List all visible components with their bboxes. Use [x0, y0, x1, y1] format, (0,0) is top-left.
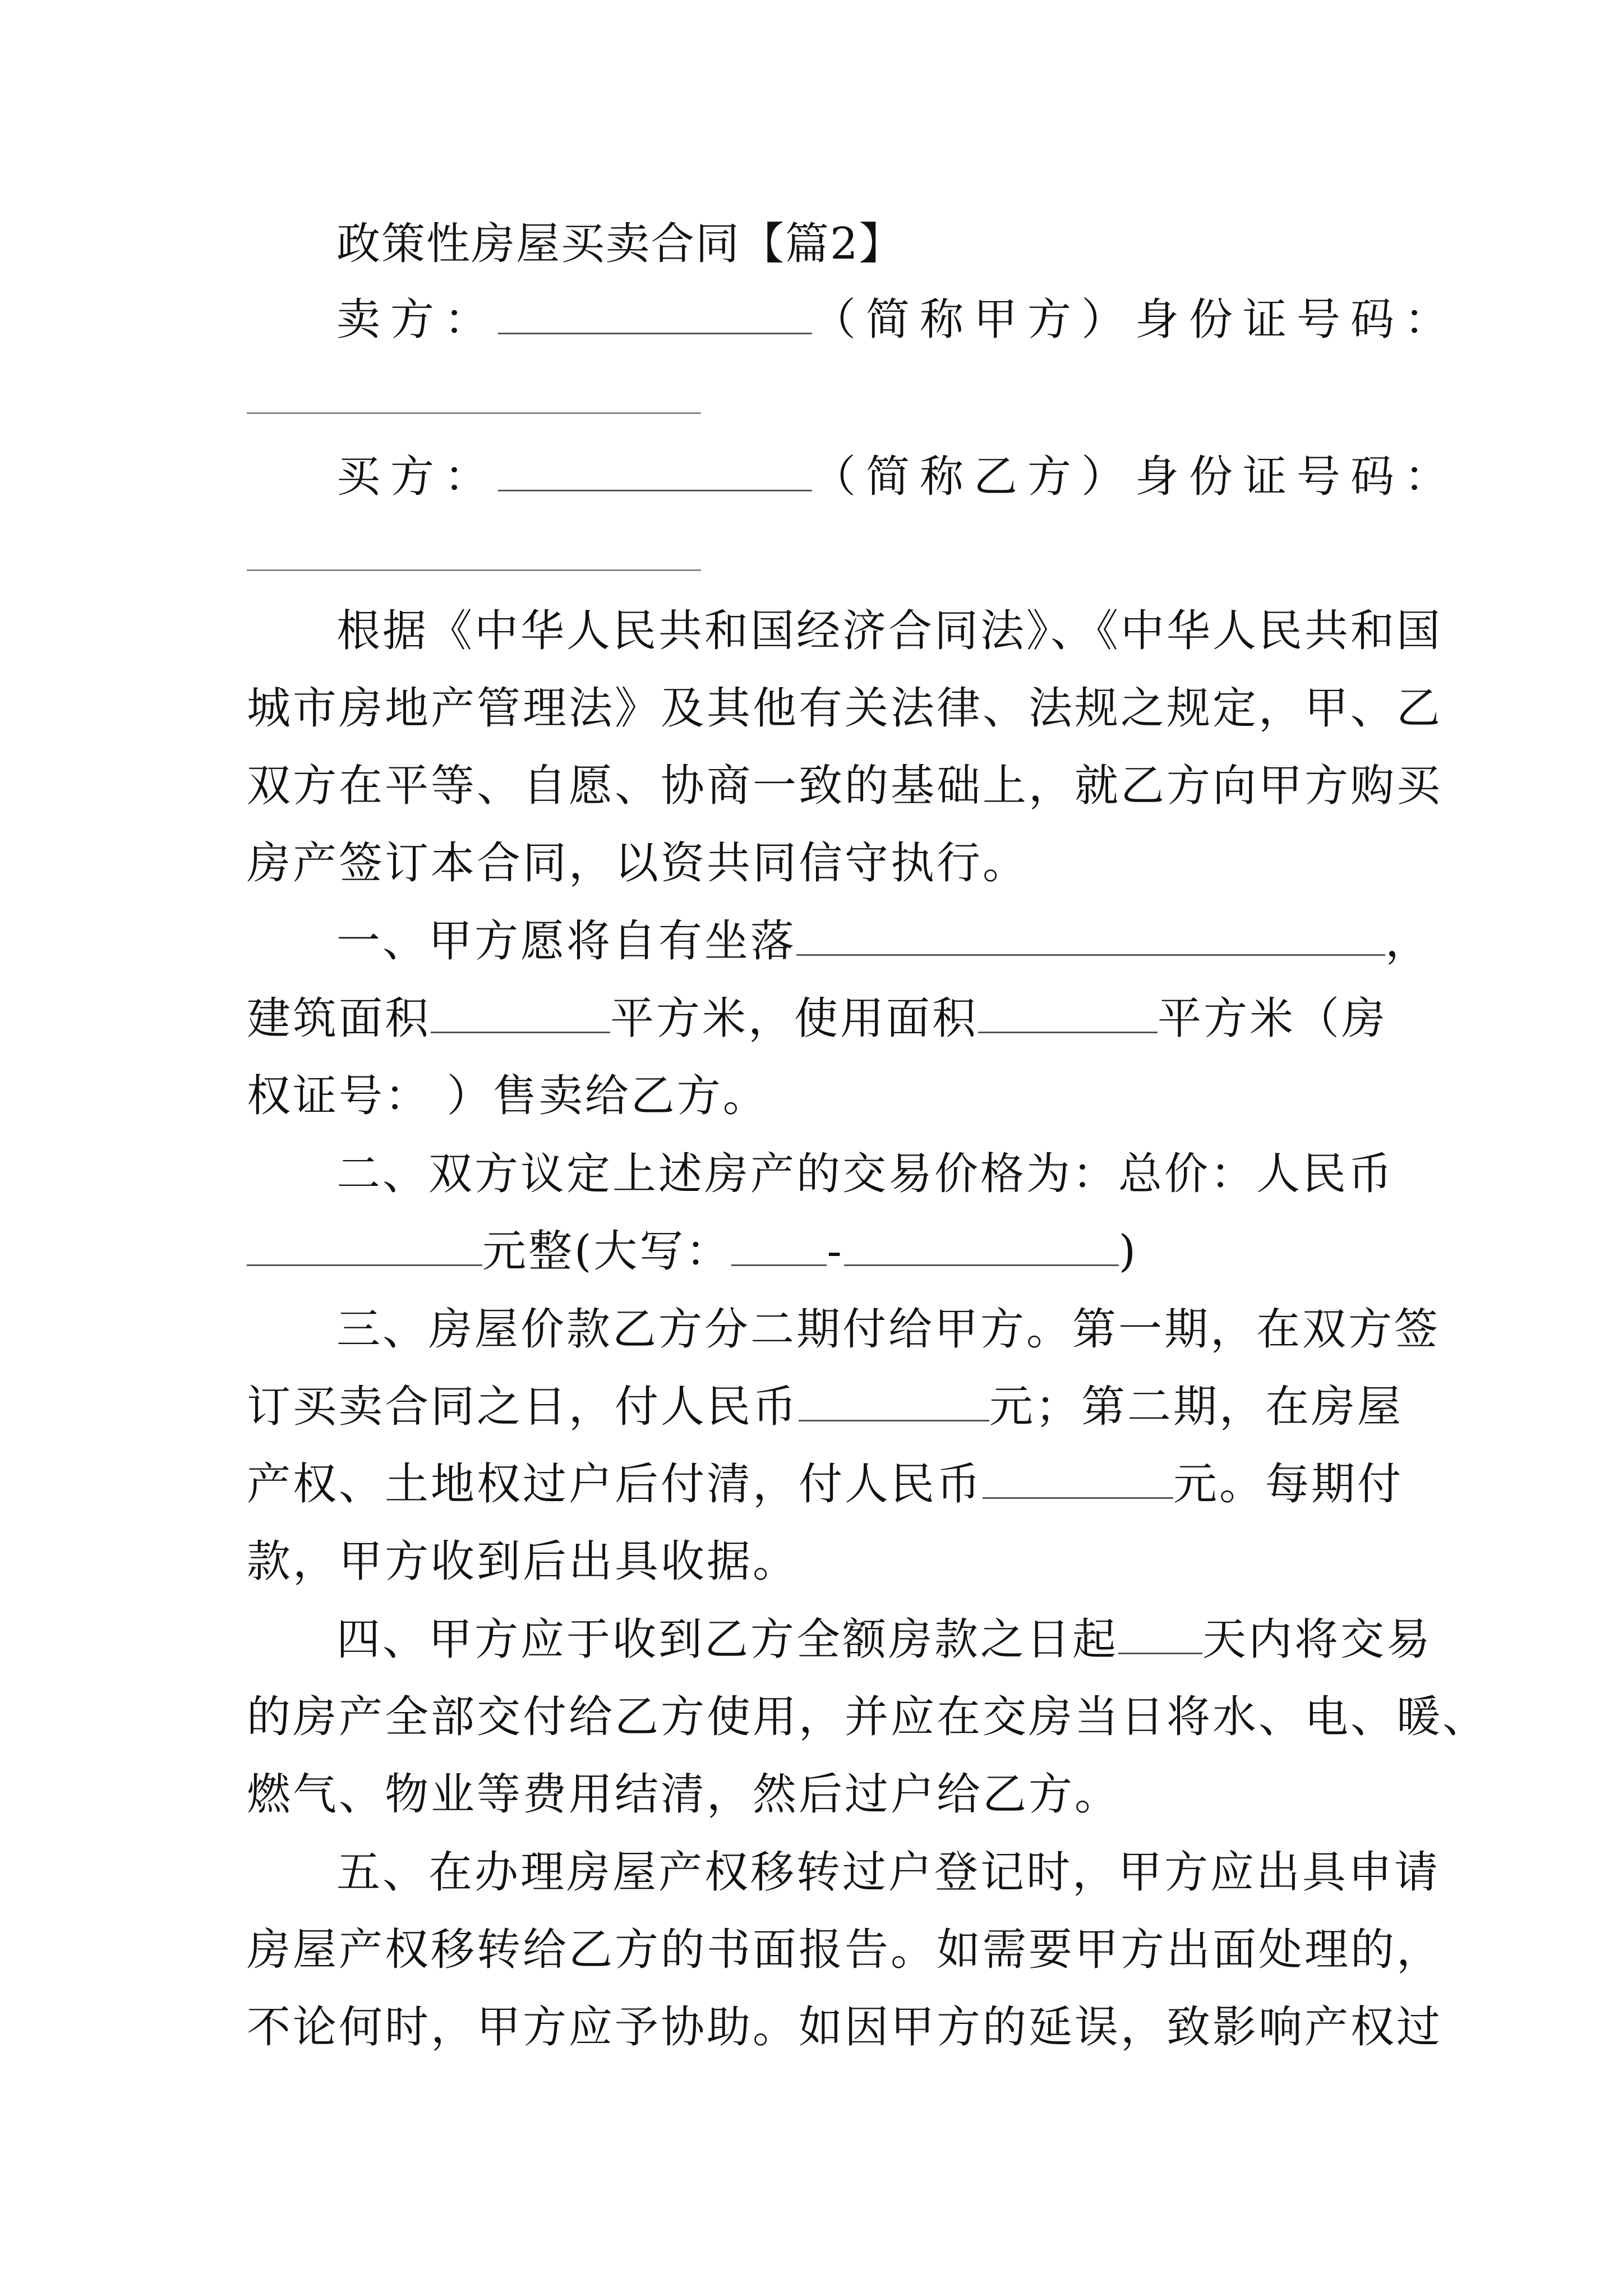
seller-id-blank [247, 412, 701, 414]
clause1-text-2: ， [1385, 916, 1432, 967]
clause3-line-1: 三、房屋价款乙方分二期付给甲方。第一期，在双方签 [336, 1304, 1441, 1355]
clause3-text-5: 元。每期付 [1173, 1459, 1404, 1510]
clause3-line-2 [247, 1379, 1404, 1435]
buyer-note: （简称乙方）身份证号码： [812, 452, 1459, 502]
seller-note: （简称甲方）身份证号码： [812, 295, 1459, 345]
clause4-text-1: 四、甲方应于收到乙方全额房款之日起 [336, 1614, 1119, 1665]
clause3-text-4: 产权、土地权过户后付清，付人民币 [247, 1459, 983, 1510]
clause2-text-4: ) [1118, 1226, 1138, 1277]
clause2-text-3: - [827, 1226, 844, 1277]
clause1-line-1 [336, 913, 1432, 969]
preamble-line-3: 双方在平等、自愿、协商一致的基础上，就乙方向甲方购买 [247, 761, 1443, 811]
clause3-text-3: 元；第二期，在房屋 [989, 1382, 1404, 1432]
clause1-text-3: 建筑面积 [247, 993, 431, 1044]
usable-area-blank [978, 991, 1158, 1033]
clause1-text-5: 平方米（房 [1158, 993, 1388, 1044]
clause3-line-4: 款，甲方收到后出具收据。 [247, 1536, 799, 1587]
second-payment-blank [983, 1457, 1173, 1499]
clause3-text-2: 订买卖合同之日，付人民币 [247, 1382, 799, 1432]
clause1-text-1: 一、甲方愿将自有坐落 [336, 916, 797, 967]
building-area-blank [431, 991, 610, 1033]
price-words-blank-1 [731, 1224, 827, 1266]
buyer-line [336, 449, 1459, 505]
buyer-name-blank [498, 449, 812, 491]
clause5-line-3: 不论何时，甲方应予协助。如因甲方的延误，致影响产权过 [247, 2002, 1443, 2053]
clause4-line-1 [336, 1612, 1433, 1668]
preamble-line-2: 城市房地产管理法》及其他有关法律、法规之规定，甲、乙 [247, 683, 1443, 734]
preamble-line-4: 房产签订本合同，以资共同信守执行。 [247, 838, 1029, 889]
document-title: 政策性房屋买卖合同【篇2】 [336, 219, 904, 269]
seller-line [336, 292, 1459, 348]
preamble-line-1: 根据《中华人民共和国经济合同法》、《中华人民共和国 [336, 606, 1443, 656]
clause4-line-3: 燃气、物业等费用结清，然后过户给乙方。 [247, 1769, 1121, 1820]
seller-label: 卖方： [336, 295, 499, 345]
clause4-line-2: 的房产全部交付给乙方使用，并应在交房当日将水、电、暖、 [247, 1692, 1489, 1742]
clause1-line-3: 权证号： ）售卖给乙方。 [247, 1071, 769, 1121]
clause5-line-1: 五、在办理房屋产权移转过户登记时，甲方应出具申请 [336, 1847, 1441, 1898]
location-blank [796, 914, 1385, 956]
price-words-blank-2 [844, 1224, 1119, 1266]
seller-name-blank [498, 292, 812, 334]
price-blank [247, 1224, 482, 1266]
buyer-id-blank [247, 569, 701, 571]
clause5-line-2: 房屋产权移转给乙方的书面报告。如需要甲方出面处理的， [247, 1925, 1443, 1975]
buyer-label: 买方： [336, 452, 499, 502]
clause1-text-4: 平方米，使用面积 [610, 993, 979, 1044]
clause2-line-1: 二、双方议定上述房产的交易价格为：总价：人民币 [336, 1149, 1395, 1199]
first-payment-blank [799, 1379, 989, 1421]
clause1-line-2 [247, 991, 1391, 1047]
clause4-text-2: 天内将交易 [1202, 1614, 1433, 1665]
clause2-text-2: 元整(大写： [482, 1226, 732, 1277]
delivery-days-blank [1118, 1612, 1202, 1654]
clause3-line-3 [247, 1456, 1404, 1512]
clause2-line-2 [247, 1223, 1391, 1280]
